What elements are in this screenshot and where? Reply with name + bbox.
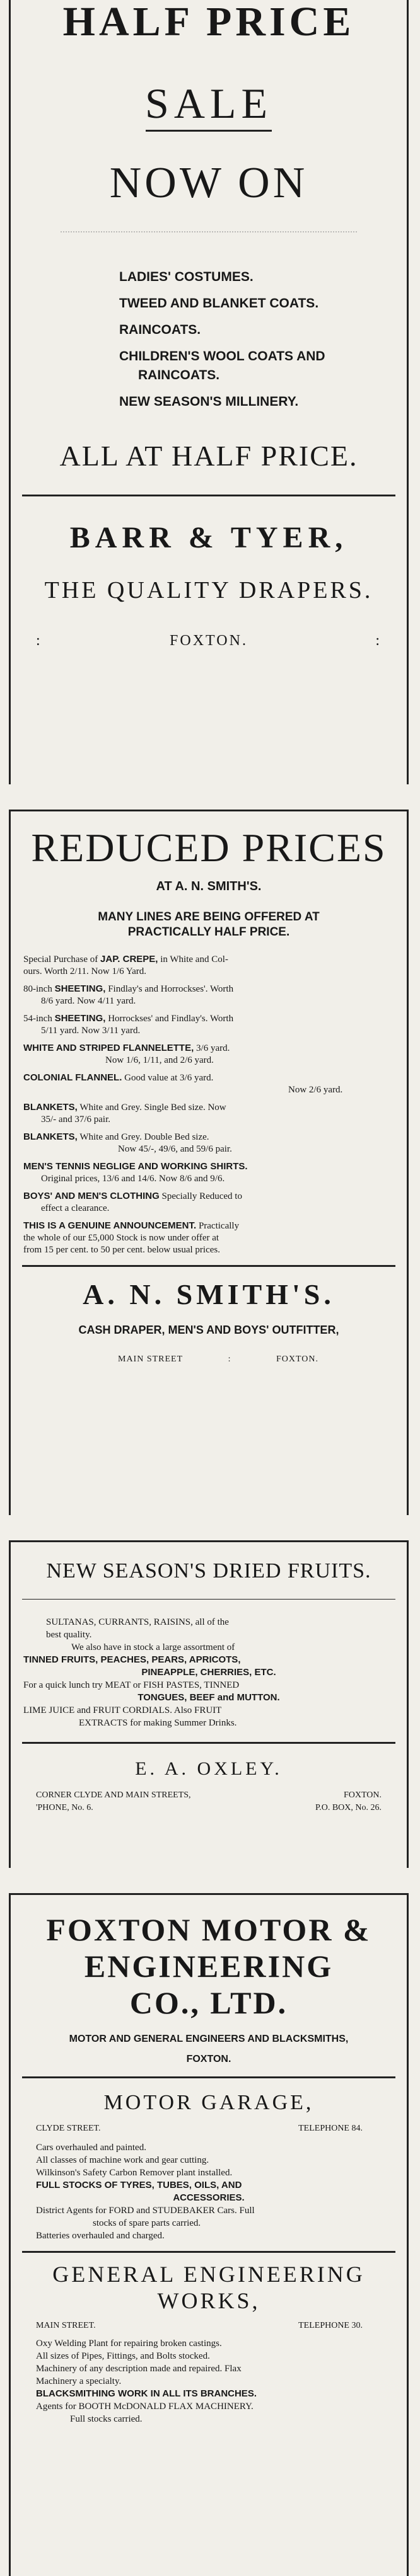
address: CORNER CLYDE AND MAIN STREETS, [36,1790,191,1800]
heading-reduced-prices: REDUCED PRICES [31,825,387,870]
item-clothing: BOYS' AND MEN'S CLOTHING Specially Reduced to effect a clearance. [23,1191,242,1213]
item-jap-crepe: Special Purchase of JAP. CREPE, in White and Col- ours. Worth 2/11. Now 1/6 Yard. [23,954,228,976]
item-colonial-flannel: COLONIAL FLANNEL. Good value at 3/6 yard. Now 2/6 yard. [23,1072,343,1095]
subtitle-town: FOXTON. [186,2054,231,2064]
fruits-body: SULTANAS, CURRANTS, RAISINS, all of the best quality. We also have in stock a large assortment of TINNED FRUITS, PEACHES, PEARS, APRICOTS, PINEAPPLE, CHERRIES, ETC. For a quick lunch try MEAT or FISH PASTES, TINNED TONGUES, BEEF and MUTTON. LIME JUICE and FRUIT CORDIALS. Also FRUIT EXTRACTS for making Summer Drinks. [23,1617,280,1728]
works-contact-row [36,2321,363,2331]
town: FOXTON. [276,1354,318,1364]
colon: : [228,1354,231,1364]
heading-dried-fruits: NEW SEASON'S DRIED FRUITS. [46,1559,371,1583]
foxton-motor-ad [9,1893,409,2576]
phone: 'PHONE, No. 6. [36,1803,93,1812]
faded-print-smudge [61,231,357,239]
subheading: AT A. N. SMITH'S. [156,879,262,893]
genuine-announcement: THIS IS A GENUINE ANNOUNCEMENT. Practically the whole of our £5,000 Stock is now under offer at from 15 per cent. to 50 per cent. below usual prices. [23,1220,240,1255]
garage-phone: TELEPHONE 84. [298,2124,363,2133]
item-millinery: NEW SEASON'S MILLINERY. [119,394,299,409]
item-blankets-single: BLANKETS, White and Grey. Single Bed size. Now 35/- and 37/6 pair. [23,1102,226,1125]
half-price-sale-ad [9,0,409,784]
dried-fruits-ad [9,1540,409,1868]
item-ladies-costumes: LADIES' COSTUMES. [119,270,254,284]
heading-half-price: HALF PRICE [62,0,355,45]
firm-subtitle: THE QUALITY DRAPERS. [44,577,373,604]
heading-foxton-motor: FOXTON MOTOR & [46,1912,371,1947]
heading-works: WORKS, [157,2288,260,2313]
garage-body: Cars overhauled and painted. All classes of machine work and gear cutting. Wilkinson's Safety Carbon Remover plant installed. FULL STOCKS OF TYRES, TUBES, OILS, AND ACCESSORIES. District Agents for FORD and STUDEBAKER Cars. Full stocks of spare parts carried. Batteries overhauled and charged. [36,2143,255,2241]
item-flannelette: WHITE AND STRIPED FLANNELETTE, 3/6 yard. Now 1/6, 1/11, and 2/6 yard. [23,1043,230,1065]
street: MAIN STREET [118,1354,184,1364]
divider [22,1265,395,1267]
address-row [36,1790,382,1800]
divider [22,1742,395,1744]
item-list [119,264,407,415]
heading-motor-garage: MOTOR GARAGE, [103,2091,314,2114]
intro-line-2: PRACTICALLY HALF PRICE. [127,925,290,939]
divider [22,495,395,496]
tagline-all-at-half-price: ALL AT HALF PRICE. [59,440,358,472]
town: FOXTON. [170,633,248,649]
item-shirts: MEN'S TENNIS NEGLIGE AND WORKING SHIRTS. Original prices, 13/6 and 14/6. Now 8/6 and 9/6. [23,1161,248,1184]
item-raincoats: RAINCOATS. [119,323,201,337]
item-childrens-coats: CHILDREN'S WOOL COATS AND [119,349,325,364]
garage-street: CLYDE STREET. [36,2124,101,2133]
firm-subtitle: CASH DRAPER, MEN'S AND BOYS' OUTFITTER, [78,1324,339,1336]
subtitle: MOTOR AND GENERAL ENGINEERS AND BLACKSMITHS, [69,2034,349,2044]
works-phone: TELEPHONE 30. [298,2321,363,2330]
divider [22,2251,395,2253]
contact-row [36,1803,382,1813]
item-tweed-coats: TWEED AND BLANKET COATS. [119,296,319,311]
heading-engineering: ENGINEERING [84,1949,334,1984]
town-row [36,633,382,650]
heading-now-on: NOW ON [109,159,308,207]
heading-sale: SALE [145,79,272,127]
item-childrens-raincoats: RAINCOATS. [138,368,220,382]
heading-co-ltd: CO., LTD. [129,1985,288,2020]
colon-left: : [36,633,42,649]
reduced-prices-ad [9,810,409,1515]
works-street: MAIN STREET. [36,2321,96,2330]
firm-name: BARR & TYER, [69,521,348,554]
divider [22,1599,395,1600]
sale-underline [146,130,272,132]
intro-line-1: MANY LINES ARE BEING OFFERED AT [98,910,320,924]
firm-name: E. A. OXLEY. [135,1758,283,1779]
heading-general-engineering: GENERAL ENGINEERING [52,2262,365,2287]
po-box: P.O. BOX, No. 26. [315,1803,382,1812]
works-body: Oxy Welding Plant for repairing broken castings. All sizes of Pipes, Fittings, and Bolts stocked. Machinery of any description made and repaired. Flax Machinery a specialty. BLACKSMITHING WORK IN ALL ITS BRANCHES. Agents for BOOTH McDONALD FLAX MACHINERY. Full stocks carried. [36,2338,257,2424]
address-row [118,1354,318,1365]
item-blankets-double: BLANKETS, White and Grey. Double Bed size. Now 45/-, 49/6, and 59/6 pair. [23,1131,232,1154]
item-sheeting-80: 80-inch SHEETING, Findlay's and Horrockses'. Worth 8/6 yard. Now 4/11 yard. [23,983,234,1006]
item-sheeting-54: 54-inch SHEETING, Horrockses' and Findlay's. Worth 5/11 yard. Now 3/11 yard. [23,1013,234,1036]
garage-contact-row [36,2124,363,2134]
colon-right: : [375,633,382,649]
town: FOXTON. [343,1790,382,1800]
firm-name: A. N. SMITH'S. [83,1278,335,1310]
divider [22,2076,395,2078]
